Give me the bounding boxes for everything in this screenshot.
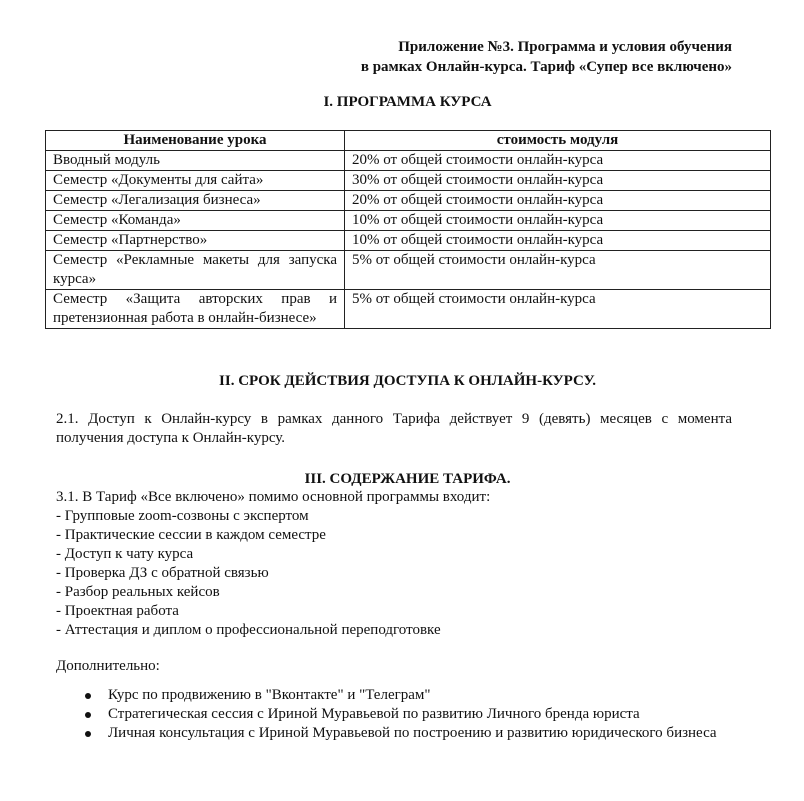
list-item: - Доступ к чату курса (56, 546, 194, 562)
column-header-lesson-name: Наименование урока (46, 131, 345, 151)
table-row (46, 191, 771, 211)
list-item: - Практические сессии в каждом семестре (56, 527, 326, 543)
document-title (361, 37, 732, 77)
additional-label: Дополнительно: (56, 658, 160, 674)
access-term-line2: получения доступа к Онлайн-курсу. (56, 430, 286, 446)
lesson-name-cell: Семестр «Легализация бизнеса» (46, 191, 345, 211)
lesson-name-cell: Вводный модуль (46, 151, 345, 171)
list-item: - Групповые zoom-созвоны с экспертом (56, 508, 309, 524)
access-term-paragraph (56, 410, 732, 448)
bullet-item-text: Стратегическая сессия с Ириной Муравьевой по развитию Личного бренда юриста (108, 706, 640, 722)
section1-heading: I. ПРОГРАММА КУРСА (323, 94, 492, 110)
lesson-name-cell: Семестр «Защита авторских прав и претензионная работа в онлайн-бизнесе» (46, 290, 345, 329)
table-row (46, 251, 771, 290)
bullet-item-text: Курс по продвижению в "Вконтакте" и "Телеграм" (108, 687, 431, 703)
list-item: - Проектная работа (56, 603, 179, 619)
lesson-name-cell: Семестр «Рекламные макеты для запуска курса» (46, 251, 345, 290)
tariff-contents-list (56, 488, 756, 640)
section2-heading: II. СРОК ДЕЙСТВИЯ ДОСТУПА К ОНЛАЙН-КУРСУ. (219, 373, 596, 389)
tariff-contents-intro: 3.1. В Тариф «Все включено» помимо основной программы входит: (56, 489, 491, 505)
module-cost-cell: 20% от общей стоимости онлайн-курса (345, 191, 771, 211)
access-term-line1: 2.1. Доступ к Онлайн-курсу в рамках данного Тарифа действует 9 (девять) месяцев с момента (56, 411, 732, 427)
bullet-item (56, 686, 732, 705)
table-row (46, 231, 771, 251)
additional-items-list (56, 686, 732, 743)
lesson-name-cell: Семестр «Партнерство» (46, 231, 345, 251)
lesson-name-cell: Семестр «Команда» (46, 211, 345, 231)
list-item: - Аттестация и диплом о профессиональной переподготовке (56, 622, 441, 638)
document-title-line1: Приложение №3. Программа и условия обучения (398, 39, 732, 55)
section3-heading: III. СОДЕРЖАНИЕ ТАРИФА. (304, 471, 511, 487)
bullet-item-text: Личная консультация с Ириной Муравьевой по построению и развитию юридического бизнеса (108, 725, 717, 741)
module-cost-cell: 5% от общей стоимости онлайн-курса (345, 290, 771, 329)
module-cost-cell: 30% от общей стоимости онлайн-курса (345, 171, 771, 191)
lesson-name-cell: Семестр «Документы для сайта» (46, 171, 345, 191)
list-item: - Проверка ДЗ с обратной связью (56, 565, 269, 581)
bullet-icon (85, 731, 91, 737)
table-row (46, 211, 771, 231)
module-cost-cell: 10% от общей стоимости онлайн-курса (345, 211, 771, 231)
document-title-line2: в рамках Онлайн-курса. Тариф «Супер все включено» (360, 59, 732, 75)
table-header-row (46, 131, 771, 151)
bullet-icon (85, 693, 91, 699)
bullet-item (56, 724, 732, 743)
program-table (45, 130, 771, 329)
bullet-item (56, 705, 732, 724)
table-row (46, 151, 771, 171)
table-row (46, 290, 771, 329)
table-row (46, 171, 771, 191)
bullet-icon (85, 712, 91, 718)
module-cost-cell: 5% от общей стоимости онлайн-курса (345, 251, 771, 290)
column-header-module-cost: стоимость модуля (345, 131, 771, 151)
module-cost-cell: 10% от общей стоимости онлайн-курса (345, 231, 771, 251)
list-item: - Разбор реальных кейсов (56, 584, 220, 600)
module-cost-cell: 20% от общей стоимости онлайн-курса (345, 151, 771, 171)
